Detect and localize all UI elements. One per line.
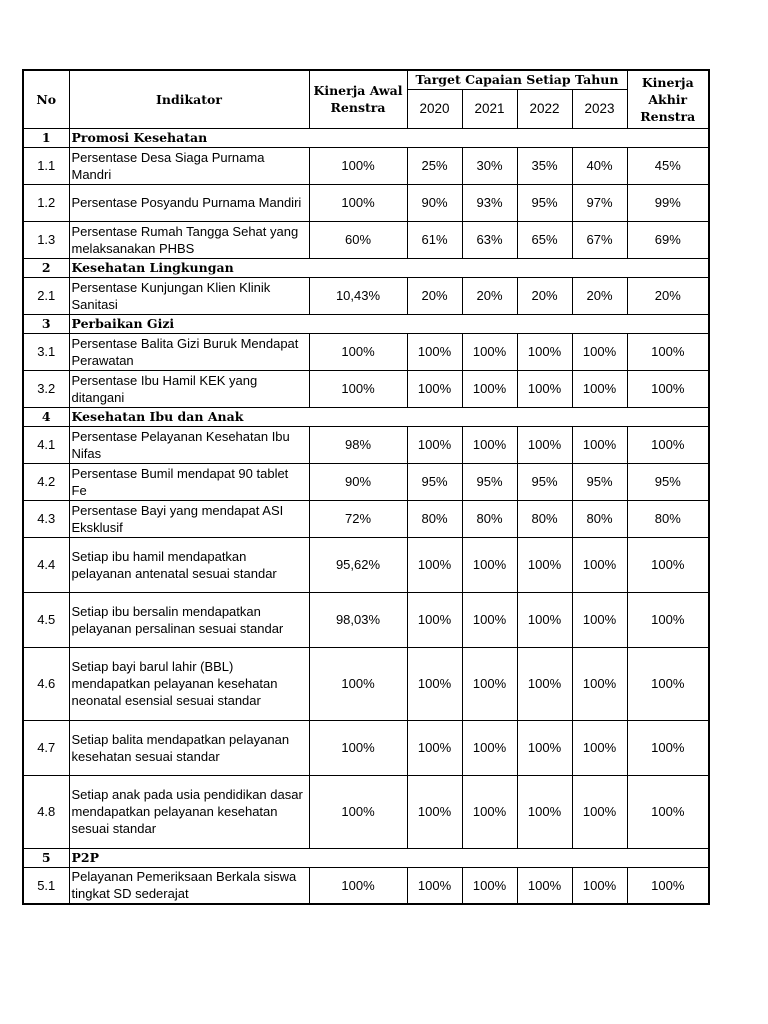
header-kinerja-akhir: Kinerja Akhir Renstra: [627, 70, 709, 128]
value-cell-t2023: 67%: [572, 221, 627, 258]
value-cell-t2022: 65%: [517, 221, 572, 258]
value-cell-t2021: 100%: [462, 647, 517, 720]
table-row: [23, 647, 709, 720]
value-cell-akhir: 99%: [627, 184, 709, 221]
row-number: 3.2: [23, 370, 69, 407]
section-row: [23, 258, 709, 277]
value-cell-t2020: 25%: [407, 147, 462, 184]
value-cell-akhir: 100%: [627, 592, 709, 647]
value-cell-t2022: 20%: [517, 277, 572, 314]
indicator-cell: Setiap bayi barul lahir (BBL) mendapatkan pelayanan kesehatan neonatal esensial sesuai standar: [69, 647, 309, 720]
value-cell-awal: 100%: [309, 184, 407, 221]
header-year-2022: 2022: [517, 89, 572, 128]
indicator-cell: Setiap balita mendapatkan pelayanan kesehatan sesuai standar: [69, 720, 309, 775]
row-number: 3.1: [23, 333, 69, 370]
value-cell-t2021: 100%: [462, 775, 517, 848]
value-cell-t2023: 100%: [572, 592, 627, 647]
value-cell-awal: 10,43%: [309, 277, 407, 314]
value-cell-t2022: 100%: [517, 647, 572, 720]
table-row: [23, 775, 709, 848]
value-cell-t2021: 100%: [462, 370, 517, 407]
value-cell-t2021: 30%: [462, 147, 517, 184]
value-cell-t2020: 100%: [407, 370, 462, 407]
table-row: [23, 500, 709, 537]
table-row: [23, 426, 709, 463]
table-row: [23, 147, 709, 184]
value-cell-t2020: 20%: [407, 277, 462, 314]
section-number: 5: [23, 848, 69, 867]
value-cell-t2021: 100%: [462, 592, 517, 647]
section-title: Kesehatan Ibu dan Anak: [69, 407, 709, 426]
section-title: Promosi Kesehatan: [69, 128, 709, 147]
value-cell-t2020: 100%: [407, 426, 462, 463]
value-cell-akhir: 100%: [627, 720, 709, 775]
value-cell-t2022: 35%: [517, 147, 572, 184]
table-row: [23, 184, 709, 221]
value-cell-akhir: 100%: [627, 867, 709, 904]
row-number: 1.1: [23, 147, 69, 184]
renstra-target-table: [22, 69, 710, 905]
value-cell-awal: 100%: [309, 370, 407, 407]
value-cell-t2020: 95%: [407, 463, 462, 500]
row-number: 4.3: [23, 500, 69, 537]
value-cell-t2021: 100%: [462, 426, 517, 463]
value-cell-t2020: 90%: [407, 184, 462, 221]
table-row: [23, 537, 709, 592]
value-cell-awal: 90%: [309, 463, 407, 500]
value-cell-akhir: 100%: [627, 775, 709, 848]
value-cell-t2020: 100%: [407, 537, 462, 592]
value-cell-awal: 95,62%: [309, 537, 407, 592]
section-row: [23, 314, 709, 333]
value-cell-t2022: 100%: [517, 592, 572, 647]
value-cell-akhir: 69%: [627, 221, 709, 258]
value-cell-akhir: 45%: [627, 147, 709, 184]
indicator-cell: Persentase Ibu Hamil KEK yang ditangani: [69, 370, 309, 407]
table-row: [23, 592, 709, 647]
row-number: 1.2: [23, 184, 69, 221]
value-cell-t2020: 100%: [407, 720, 462, 775]
header-no: No: [23, 70, 69, 128]
value-cell-t2022: 100%: [517, 333, 572, 370]
value-cell-awal: 98,03%: [309, 592, 407, 647]
row-number: 4.7: [23, 720, 69, 775]
indicator-cell: Pelayanan Pemeriksaan Berkala siswa tingkat SD sederajat: [69, 867, 309, 904]
indicator-cell: Persentase Balita Gizi Buruk Mendapat Perawatan: [69, 333, 309, 370]
value-cell-t2023: 80%: [572, 500, 627, 537]
table-row: [23, 370, 709, 407]
value-cell-t2022: 100%: [517, 775, 572, 848]
value-cell-t2021: 80%: [462, 500, 517, 537]
row-number: 4.8: [23, 775, 69, 848]
value-cell-awal: 98%: [309, 426, 407, 463]
value-cell-awal: 100%: [309, 775, 407, 848]
value-cell-t2021: 100%: [462, 333, 517, 370]
value-cell-t2021: 95%: [462, 463, 517, 500]
section-row: [23, 128, 709, 147]
indicator-cell: Persentase Posyandu Purnama Mandiri: [69, 184, 309, 221]
indicator-cell: Persentase Pelayanan Kesehatan Ibu Nifas: [69, 426, 309, 463]
value-cell-t2023: 100%: [572, 720, 627, 775]
value-cell-akhir: 95%: [627, 463, 709, 500]
value-cell-t2021: 100%: [462, 867, 517, 904]
value-cell-akhir: 100%: [627, 370, 709, 407]
value-cell-t2020: 100%: [407, 647, 462, 720]
row-number: 4.6: [23, 647, 69, 720]
table-row: [23, 221, 709, 258]
indicator-cell: Setiap ibu bersalin mendapatkan pelayanan persalinan sesuai standar: [69, 592, 309, 647]
value-cell-t2021: 100%: [462, 537, 517, 592]
value-cell-awal: 60%: [309, 221, 407, 258]
section-number: 4: [23, 407, 69, 426]
value-cell-t2020: 100%: [407, 592, 462, 647]
header-year-2020: 2020: [407, 89, 462, 128]
value-cell-t2020: 100%: [407, 867, 462, 904]
value-cell-t2020: 100%: [407, 333, 462, 370]
value-cell-awal: 72%: [309, 500, 407, 537]
value-cell-t2023: 97%: [572, 184, 627, 221]
value-cell-t2022: 95%: [517, 184, 572, 221]
table-row: [23, 720, 709, 775]
header-target-capaian: Target Capaian Setiap Tahun: [407, 70, 627, 89]
value-cell-awal: 100%: [309, 867, 407, 904]
value-cell-t2021: 100%: [462, 720, 517, 775]
value-cell-akhir: 100%: [627, 647, 709, 720]
value-cell-t2022: 95%: [517, 463, 572, 500]
value-cell-t2020: 100%: [407, 775, 462, 848]
row-number: 4.5: [23, 592, 69, 647]
header-year-2023: 2023: [572, 89, 627, 128]
table-row: [23, 463, 709, 500]
value-cell-awal: 100%: [309, 333, 407, 370]
value-cell-t2020: 61%: [407, 221, 462, 258]
table-row: [23, 867, 709, 904]
value-cell-akhir: 100%: [627, 426, 709, 463]
indicator-cell: Persentase Bumil mendapat 90 tablet Fe: [69, 463, 309, 500]
value-cell-t2021: 63%: [462, 221, 517, 258]
indicator-cell: Persentase Kunjungan Klien Klinik Sanitasi: [69, 277, 309, 314]
value-cell-t2022: 80%: [517, 500, 572, 537]
row-number: 4.2: [23, 463, 69, 500]
value-cell-t2023: 100%: [572, 333, 627, 370]
value-cell-akhir: 100%: [627, 537, 709, 592]
value-cell-t2022: 100%: [517, 537, 572, 592]
section-title: P2P: [69, 848, 709, 867]
value-cell-t2023: 100%: [572, 867, 627, 904]
section-row: [23, 407, 709, 426]
header-indikator: Indikator: [69, 70, 309, 128]
value-cell-t2021: 20%: [462, 277, 517, 314]
value-cell-t2020: 80%: [407, 500, 462, 537]
section-title: Perbaikan Gizi: [69, 314, 709, 333]
section-title: Kesehatan Lingkungan: [69, 258, 709, 277]
row-number: 4.4: [23, 537, 69, 592]
row-number: 4.1: [23, 426, 69, 463]
value-cell-t2023: 20%: [572, 277, 627, 314]
row-number: 2.1: [23, 277, 69, 314]
table-row: [23, 277, 709, 314]
section-row: [23, 848, 709, 867]
value-cell-awal: 100%: [309, 147, 407, 184]
value-cell-t2022: 100%: [517, 370, 572, 407]
table-body: [23, 128, 709, 904]
header-year-2021: 2021: [462, 89, 517, 128]
value-cell-t2022: 100%: [517, 867, 572, 904]
section-number: 2: [23, 258, 69, 277]
table-row: [23, 333, 709, 370]
section-number: 3: [23, 314, 69, 333]
section-number: 1: [23, 128, 69, 147]
indicator-cell: Setiap anak pada usia pendidikan dasar mendapatkan pelayanan kesehatan sesuai standar: [69, 775, 309, 848]
value-cell-t2023: 100%: [572, 647, 627, 720]
value-cell-t2023: 95%: [572, 463, 627, 500]
value-cell-t2023: 100%: [572, 370, 627, 407]
value-cell-t2021: 93%: [462, 184, 517, 221]
indicator-cell: Persentase Bayi yang mendapat ASI Eksklusif: [69, 500, 309, 537]
value-cell-akhir: 20%: [627, 277, 709, 314]
value-cell-t2022: 100%: [517, 720, 572, 775]
value-cell-awal: 100%: [309, 647, 407, 720]
value-cell-t2022: 100%: [517, 426, 572, 463]
indicator-cell: Persentase Rumah Tangga Sehat yang melaksanakan PHBS: [69, 221, 309, 258]
value-cell-awal: 100%: [309, 720, 407, 775]
row-number: 5.1: [23, 867, 69, 904]
value-cell-t2023: 100%: [572, 775, 627, 848]
value-cell-akhir: 100%: [627, 333, 709, 370]
indicator-cell: Persentase Desa Siaga Purnama Mandri: [69, 147, 309, 184]
value-cell-akhir: 80%: [627, 500, 709, 537]
indicator-cell: Setiap ibu hamil mendapatkan pelayanan antenatal sesuai standar: [69, 537, 309, 592]
header-kinerja-awal: Kinerja Awal Renstra: [309, 70, 407, 128]
value-cell-t2023: 40%: [572, 147, 627, 184]
value-cell-t2023: 100%: [572, 537, 627, 592]
value-cell-t2023: 100%: [572, 426, 627, 463]
row-number: 1.3: [23, 221, 69, 258]
